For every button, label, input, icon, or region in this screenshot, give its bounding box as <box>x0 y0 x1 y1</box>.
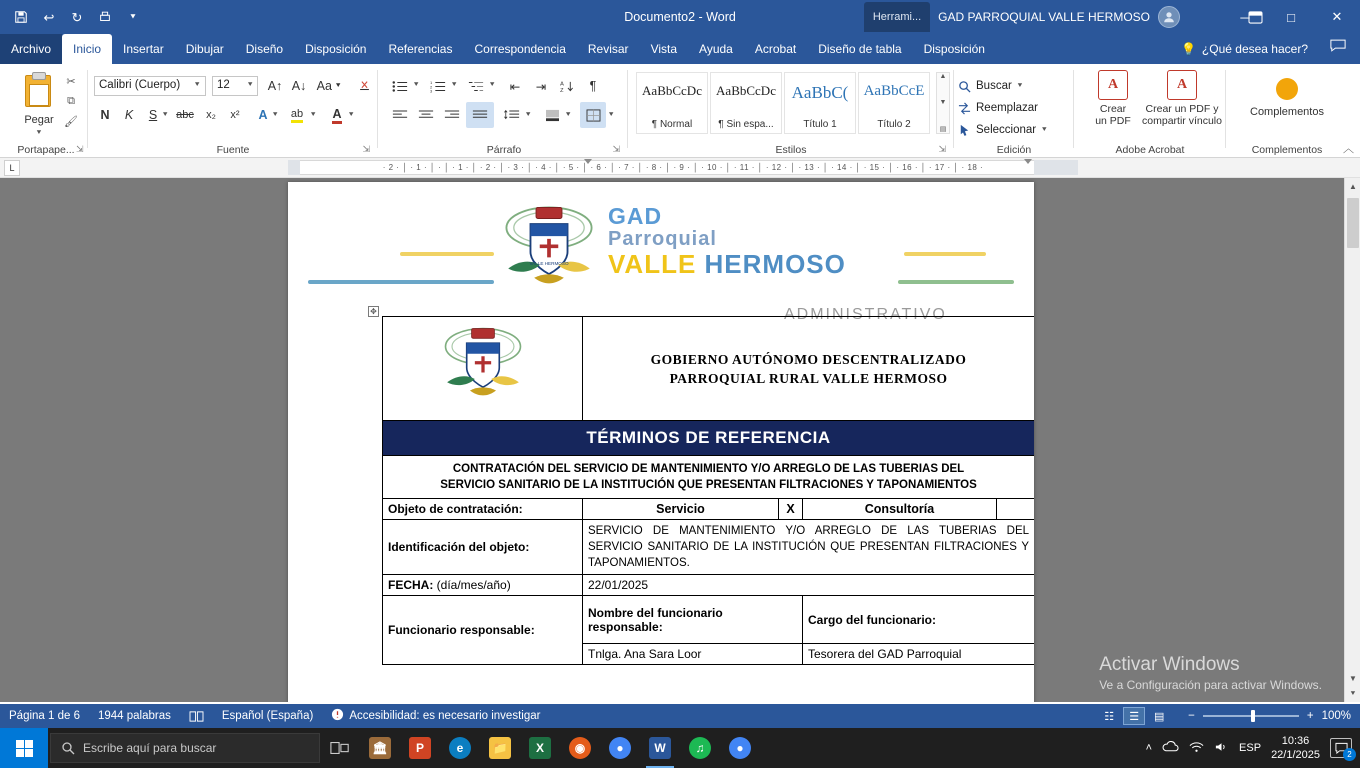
status-bar <box>0 704 1360 728</box>
zoom-slider-thumb[interactable] <box>1251 710 1255 722</box>
print-layout-icon[interactable]: ☰ <box>1123 707 1145 725</box>
grow-font-button[interactable]: A↑ <box>267 79 283 93</box>
page-indicator[interactable]: Página 1 de 6 <box>9 710 80 722</box>
align-right-button[interactable] <box>440 104 464 126</box>
clear-formatting-button[interactable] <box>353 75 375 97</box>
org-header-cell <box>583 317 1035 421</box>
funcionario-cargo-header: Cargo del funcionario: <box>803 596 1035 644</box>
subtitle-line2: SERVICIO SANITARIO DE LA INSTITUCIÓN QUE PRESENTAN FILTRACIONES Y TAPONAMIENTOS <box>440 479 977 491</box>
style-normal[interactable] <box>636 72 708 134</box>
zoom-controls <box>1179 704 1360 728</box>
tell-me-label: ¿Qué desea hacer? <box>1201 42 1308 56</box>
table-row-fecha <box>383 575 1035 596</box>
subtitle-line1: CONTRATACIÓN DEL SERVICIO DE MANTENIMIENTO Y/O ARREGLO DE LAS TUBERIAS DEL <box>452 463 965 475</box>
language-indicator-tray[interactable]: ESP <box>1239 742 1262 754</box>
fecha-value: 22/01/2025 <box>583 575 1035 596</box>
logo-subtitle-administrativo: ADMINISTRATIVO <box>784 306 947 323</box>
multilevel-dropdown-icon[interactable]: ⯆ <box>489 80 496 89</box>
bold-button[interactable]: N <box>100 108 110 122</box>
proofing-icon[interactable] <box>180 704 213 728</box>
fecha-label <box>383 575 583 596</box>
scroll-down-icon[interactable]: ▼ <box>1345 670 1360 686</box>
read-mode-icon[interactable]: ☷ <box>1104 710 1115 723</box>
style-label: ¶ Sin espa... <box>718 119 774 130</box>
watermark-subtitle: Ve a Configuración para activar Windows. <box>1099 678 1322 692</box>
status-right-group <box>1089 704 1360 728</box>
select-dropdown-icon[interactable]: ⯆ <box>1041 125 1048 134</box>
taskbar-icon-edge[interactable] <box>440 728 480 768</box>
vertical-scrollbar[interactable] <box>1344 178 1360 702</box>
tab-referencias[interactable]: Referencias <box>388 42 453 56</box>
shrink-font-button[interactable]: A↓ <box>291 79 307 93</box>
italic-button[interactable]: K <box>124 108 134 122</box>
clock[interactable] <box>1271 734 1320 762</box>
horizontal-ruler[interactable]: · 2 · │ · 1 · │ · │ · 1 · │ · 2 · │ · 3 · │ · 4 · │ · 5 · │ · 6 · │ · 7 · │ · 8 · │ · 9 · │ · 10 · │ · 11 · │ · 12 · │ · 13 · │ · 14 · │ · 15 · │ · 16 · │ · 17 · │ · 18 · <box>288 160 1078 175</box>
addins-label: Complementos <box>1250 106 1324 118</box>
objeto-consultoria: Consultoría <box>803 499 997 520</box>
objeto-label: Objeto de contratación: <box>383 499 583 520</box>
style-preview: AaBbC( <box>791 83 849 102</box>
clock-time: 10:36 <box>1281 735 1310 747</box>
styles-dialog-launcher[interactable]: ⇲ <box>938 144 946 154</box>
identificacion-value: SERVICIO DE MANTENIMIENTO Y/O ARREGLO DE LAS TUBERIAS DEL SERVICIO SANITARIO DE LA INSTITUCIÓN QUE PRESENTAN FILTRACIONES Y TAPONAMIENTOS. <box>583 520 1035 575</box>
maximize-button[interactable]: □ <box>1287 9 1295 25</box>
subscript-button[interactable]: x₂ <box>206 109 216 121</box>
crest-cell <box>383 317 583 421</box>
excel-icon: X <box>529 737 551 759</box>
share-label-line2: compartir vínculo <box>1142 115 1222 127</box>
chrome-icon: ● <box>609 737 631 759</box>
powerpoint-icon: P <box>409 737 431 759</box>
style-titulo-2[interactable] <box>858 72 930 134</box>
redo-icon[interactable]: ↻ <box>71 9 83 25</box>
share-label-line1: Crear un PDF y <box>1145 103 1219 115</box>
line-spacing-dropdown-icon[interactable]: ⯆ <box>525 110 532 119</box>
group-edicion <box>954 64 1074 158</box>
group-label-acrobat: Adobe Acrobat <box>1115 144 1185 156</box>
font-size-input[interactable]: 12 <box>212 76 258 96</box>
objeto-servicio: Servicio <box>583 499 779 520</box>
sort-button[interactable] <box>556 75 578 97</box>
save-icon[interactable] <box>8 5 34 29</box>
styles-scroll-up-icon[interactable]: ▲ <box>939 73 947 80</box>
tab-disposicion-tabla[interactable]: Disposición <box>923 42 985 56</box>
collapse-ribbon-button[interactable]: ︿ <box>1343 143 1354 155</box>
select-label: Seleccionar <box>976 124 1037 136</box>
objeto-blank <box>997 499 1035 520</box>
group-fuente <box>88 64 378 158</box>
zoom-level[interactable]: 100% <box>1321 710 1351 722</box>
account-name: GAD PARROQUIAL VALLE HERMOSO <box>938 10 1150 24</box>
chrome-icon-2: ● <box>729 737 751 759</box>
document-canvas[interactable] <box>0 178 1344 702</box>
addins-button[interactable] <box>1226 78 1348 118</box>
shading-button[interactable] <box>540 104 564 126</box>
gad-logo-text <box>608 204 846 278</box>
tab-dibujar[interactable]: Dibujar <box>185 42 224 56</box>
tab-diseno[interactable]: Diseño <box>245 42 284 56</box>
print-preview-icon[interactable] <box>92 5 118 29</box>
paste-icon <box>25 75 51 107</box>
logo-line-valle-hermoso <box>608 250 846 278</box>
scrollbar-thumb[interactable] <box>1347 198 1359 248</box>
find-button[interactable] <box>958 76 1023 96</box>
group-adobe-acrobat <box>1074 64 1226 158</box>
paste-label: Pegar <box>24 114 54 126</box>
language-indicator[interactable]: Español (España) <box>221 710 314 722</box>
numbering-button[interactable] <box>426 75 450 97</box>
change-case-label: Aa <box>316 79 332 93</box>
svg-text:Z: Z <box>559 87 563 93</box>
document-title: Documento2 - Word <box>624 10 736 24</box>
contract-subject-cell <box>383 456 1035 499</box>
create-pdf-label-line2: un PDF <box>1095 115 1131 127</box>
terms-of-reference-table[interactable] <box>382 316 1034 665</box>
window-controls <box>1222 0 1360 34</box>
context-tab-herramientas[interactable]: Herrami... <box>864 2 930 32</box>
change-case-button[interactable]: Aa ⯆ <box>316 79 342 93</box>
onedrive-icon[interactable] <box>1162 741 1179 756</box>
strikethrough-button[interactable]: abc <box>176 109 194 121</box>
style-titulo-1[interactable] <box>784 72 856 134</box>
find-dropdown-icon[interactable]: ⯆ <box>1016 81 1024 90</box>
replace-button[interactable] <box>958 98 1038 118</box>
bullets-dropdown-icon[interactable]: ⯆ <box>413 80 420 89</box>
close-button[interactable]: ✕ <box>1331 9 1343 24</box>
underline-dropdown-icon[interactable]: ⯆ <box>162 110 169 119</box>
highlight-dropdown-icon[interactable]: ⯆ <box>310 110 317 119</box>
style-preview: AaBbCcE <box>863 83 925 99</box>
styles-more-icon[interactable]: ▤ <box>939 126 947 133</box>
logo-valle: VALLE <box>608 249 697 279</box>
taskbar-icon-chrome[interactable] <box>600 728 640 768</box>
format-painter-icon[interactable]: 🖌 <box>64 115 78 128</box>
text-effects-icon: A <box>258 108 268 122</box>
web-layout-icon[interactable]: ▤ <box>1153 710 1165 723</box>
clock-date: 22/1/2025 <box>1271 749 1320 761</box>
scroll-up-icon[interactable]: ▲ <box>1345 178 1360 194</box>
taskbar-icon-word[interactable] <box>640 728 680 768</box>
task-view-button[interactable] <box>320 728 360 768</box>
objeto-mark-x: X <box>779 499 803 520</box>
paste-dropdown-icon[interactable]: ⯆ <box>35 128 43 137</box>
svg-text:1: 1 <box>430 79 433 85</box>
start-button[interactable] <box>0 728 48 768</box>
underline-button[interactable]: S <box>148 108 158 122</box>
increase-indent-button[interactable]: ⇥ <box>535 79 547 94</box>
windows-taskbar <box>0 728 1360 768</box>
accessibility-icon <box>331 708 344 724</box>
fecha-label-suffix: (día/mes/año) <box>433 578 511 592</box>
clipboard-dialog-launcher[interactable]: ⇲ <box>76 144 84 154</box>
title-bar <box>0 0 1360 34</box>
funcionario-nombre-header: Nombre del funcionario responsable: <box>583 596 803 644</box>
file-explorer-icon: 📁 <box>489 737 511 759</box>
group-label-parrafo: Párrafo <box>486 144 522 156</box>
font-dialog-launcher[interactable]: ⇲ <box>362 144 370 154</box>
pdf-icon <box>1098 70 1128 100</box>
group-portapapeles <box>4 64 88 158</box>
table-row-header <box>383 317 1035 421</box>
taskbar-icon-chrome-2[interactable] <box>720 728 760 768</box>
funcionario-nombre-value: Tnlga. Ana Sara Loor <box>583 644 803 665</box>
style-label: Título 2 <box>877 119 911 130</box>
taskbar-icon-file-explorer[interactable] <box>480 728 520 768</box>
justify-button[interactable] <box>466 102 494 128</box>
font-color-button[interactable] <box>326 104 348 126</box>
font-color-icon: A <box>332 107 341 124</box>
copy-icon[interactable]: ⧉ <box>67 94 75 107</box>
undo-icon[interactable]: ↩ <box>43 9 55 25</box>
logo-line-gad: GAD <box>608 203 663 229</box>
taskbar-icon-powerpoint[interactable] <box>400 728 440 768</box>
taskbar-icon-excel[interactable] <box>520 728 560 768</box>
style-preview: AaBbCcDc <box>716 83 776 98</box>
taskbar-icon-app1[interactable] <box>360 728 400 768</box>
notification-count: 2 <box>1343 748 1356 761</box>
highlight-button[interactable] <box>286 104 308 126</box>
create-pdf-share-link-button[interactable] <box>1140 70 1224 127</box>
volume-icon[interactable] <box>1214 741 1229 756</box>
create-pdf-button[interactable] <box>1084 70 1142 127</box>
activate-windows-watermark <box>1099 654 1322 692</box>
minimize-button[interactable]: ─ <box>1240 9 1250 25</box>
tab-archivo[interactable]: Archivo <box>0 34 62 64</box>
document-header-logo <box>288 198 1034 323</box>
right-indent-marker[interactable] <box>1024 159 1032 164</box>
document-page[interactable] <box>288 182 1034 702</box>
table-row-band <box>383 421 1035 456</box>
align-left-button[interactable] <box>388 104 412 126</box>
styles-gallery-scrollbar[interactable] <box>936 72 950 134</box>
svg-text:3: 3 <box>430 87 433 93</box>
font-color-dropdown-icon[interactable]: ⯆ <box>348 110 355 119</box>
tab-acrobat[interactable]: Acrobat <box>754 42 797 56</box>
line-spacing-button[interactable] <box>500 104 524 126</box>
tab-insertar[interactable]: Insertar <box>123 42 164 56</box>
style-sin-espaciado[interactable] <box>710 72 782 134</box>
first-line-indent-marker[interactable] <box>584 159 592 164</box>
svg-text:VALLE HERMOSO: VALLE HERMOSO <box>529 260 569 266</box>
text-effects-button[interactable] <box>252 104 274 126</box>
table-row-subtitle <box>383 456 1035 499</box>
org-header-line2: PARROQUIAL RURAL VALLE HERMOSO <box>669 370 948 386</box>
word-icon: W <box>649 737 671 759</box>
pdf-share-icon <box>1167 70 1197 100</box>
search-icon <box>61 741 75 755</box>
quick-access-toolbar <box>0 5 146 29</box>
bullets-button[interactable] <box>388 75 412 97</box>
edge-icon: e <box>449 737 471 759</box>
account-area[interactable] <box>928 4 1190 30</box>
decor-bar-left-blue <box>308 280 494 284</box>
replace-label: Reemplazar <box>976 102 1038 114</box>
decor-bar-left-yellow <box>400 252 494 256</box>
funcionario-cargo-value: Tesorera del GAD Parroquial <box>803 644 1035 665</box>
paragraph-dialog-launcher[interactable]: ⇲ <box>612 144 620 154</box>
search-placeholder: Escribe aquí para buscar <box>83 741 217 755</box>
org-header-line1: GOBIERNO AUTÓNOMO DESCENTRALIZADO <box>650 351 967 367</box>
decor-bar-right-green <box>898 280 1014 284</box>
font-size-dropdown-icon[interactable]: ⯆ <box>247 80 254 89</box>
table-move-handle[interactable]: ✥ <box>368 306 379 317</box>
decrease-indent-button[interactable]: ⇤ <box>509 79 521 94</box>
highlight-icon: ab <box>291 108 303 123</box>
gad-crest-icon <box>493 200 605 300</box>
select-button[interactable] <box>958 120 1048 140</box>
find-label: Buscar <box>976 80 1012 92</box>
tab-vista[interactable]: Vista <box>650 42 678 56</box>
svg-text:A: A <box>559 81 564 88</box>
firefox-icon: ◉ <box>569 737 591 759</box>
ribbon-inicio <box>0 64 1360 158</box>
zoom-in-button[interactable]: + <box>1306 710 1314 722</box>
windows-logo-icon <box>16 740 33 757</box>
system-tray <box>1146 728 1360 768</box>
style-label: Título 1 <box>803 119 837 130</box>
network-icon[interactable] <box>1189 741 1204 756</box>
group-parrafo <box>380 64 628 158</box>
cut-icon[interactable]: ✂ <box>66 75 76 88</box>
comments-icon[interactable] <box>1330 39 1346 55</box>
create-pdf-label-line1: Crear <box>1099 103 1127 115</box>
borders-dropdown-icon[interactable]: ⯆ <box>608 110 615 119</box>
gad-crest-icon-small <box>429 322 537 410</box>
superscript-button[interactable]: x² <box>230 109 240 121</box>
customize-quick-access-icon[interactable]: ⯆ <box>129 11 137 22</box>
group-label-edicion: Edición <box>996 144 1032 156</box>
ruler-left-margin <box>288 160 300 175</box>
borders-button[interactable] <box>580 102 606 128</box>
text-effects-dropdown-icon[interactable]: ⯆ <box>272 110 279 119</box>
accessibility-status[interactable] <box>322 704 549 728</box>
multilevel-list-button[interactable] <box>464 75 488 97</box>
font-name-dropdown-icon[interactable]: ⯆ <box>194 80 201 89</box>
show-formatting-marks-button[interactable]: ¶ <box>589 79 597 93</box>
group-complementos <box>1226 64 1348 158</box>
font-name-input[interactable]: Calibri (Cuerpo) <box>94 76 206 96</box>
avatar[interactable] <box>1158 6 1180 28</box>
group-label-complementos: Complementos <box>1251 144 1323 156</box>
zoom-slider[interactable] <box>1203 715 1299 717</box>
addin-icon <box>1276 78 1298 100</box>
watermark-title: Activar Windows <box>1099 654 1240 675</box>
group-label-fuente: Fuente <box>216 144 250 156</box>
tab-ayuda[interactable]: Ayuda <box>699 42 733 56</box>
svg-text:2: 2 <box>430 83 433 89</box>
style-label: ¶ Normal <box>651 119 693 130</box>
ruler-area <box>0 158 1360 178</box>
accessibility-label: Accesibilidad: es necesario investigar <box>349 710 541 722</box>
styles-scroll-down-icon[interactable]: ▼ <box>939 99 947 106</box>
tab-correspondencia[interactable]: Correspondencia <box>474 42 566 56</box>
paste-button[interactable] <box>18 70 58 112</box>
table-row-identificacion <box>383 520 1035 575</box>
shading-dropdown-icon[interactable]: ⯆ <box>565 110 572 119</box>
group-label-estilos: Estilos <box>775 144 807 156</box>
group-estilos <box>628 64 954 158</box>
spotify-icon: ♫ <box>689 737 711 759</box>
logo-line-parroquial: Parroquial <box>608 228 717 250</box>
show-hidden-icons-chevron[interactable]: ˄ <box>1145 742 1153 754</box>
next-page-icon[interactable]: ⯆ <box>1345 686 1360 702</box>
logo-hermoso: HERMOSO <box>704 249 846 279</box>
table-row-funcionario <box>383 596 1035 644</box>
numbering-dropdown-icon[interactable]: ⯆ <box>451 80 458 89</box>
tell-me-box[interactable] <box>1181 34 1308 64</box>
tab-disposicion[interactable]: Disposición <box>305 42 367 56</box>
ruler-right-margin <box>1034 160 1078 175</box>
fecha-label-main: FECHA: <box>388 578 434 592</box>
identificacion-label: Identificación del objeto: <box>383 520 583 575</box>
tab-inicio[interactable]: Inicio <box>62 34 112 64</box>
table-row-objeto <box>383 499 1035 520</box>
taskbar-icon-firefox[interactable] <box>560 728 600 768</box>
tab-stop-selector[interactable]: L <box>4 160 20 176</box>
taskbar-icon-spotify[interactable] <box>680 728 720 768</box>
tab-diseno-de-tabla[interactable]: Diseño de tabla <box>818 42 902 56</box>
funcionario-label: Funcionario responsable: <box>383 596 583 665</box>
notifications-button[interactable] <box>1330 738 1352 758</box>
lightbulb-icon: 💡 <box>1180 42 1196 56</box>
group-label-portapapeles: Portapape... <box>17 144 75 156</box>
word-count[interactable]: 1944 palabras <box>97 710 171 722</box>
tab-revisar[interactable]: Revisar <box>587 42 629 56</box>
terminos-de-referencia-band: TÉRMINOS DE REFERENCIA <box>383 421 1035 456</box>
search-taskbar[interactable] <box>50 733 320 763</box>
view-buttons <box>1089 704 1179 728</box>
ribbon-tab-strip <box>0 34 1360 64</box>
decor-bar-right-yellow <box>904 252 986 256</box>
align-center-button[interactable] <box>414 104 438 126</box>
zoom-out-button[interactable]: − <box>1188 710 1195 722</box>
app-icon-1: 🏛 <box>369 737 391 759</box>
style-preview: AaBbCcDc <box>642 83 702 98</box>
